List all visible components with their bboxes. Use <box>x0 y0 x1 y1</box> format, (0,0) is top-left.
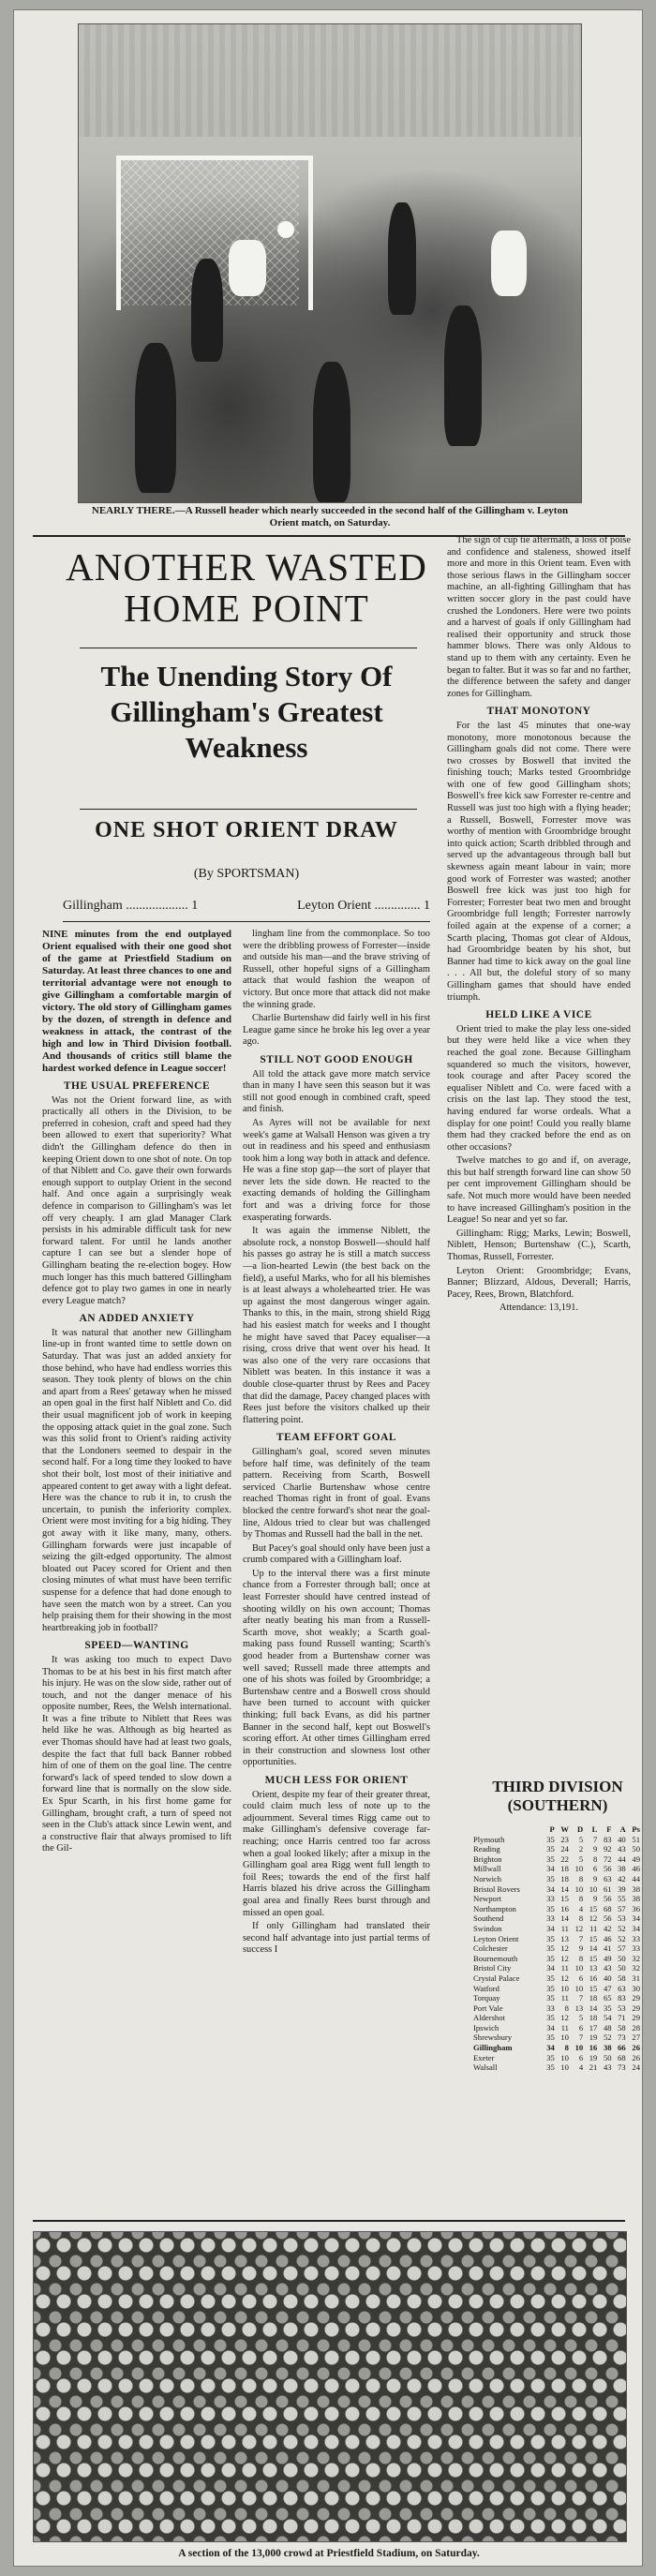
stat-cell: 29 <box>632 2003 640 2013</box>
team-name-cell: Millwall <box>473 1864 501 1874</box>
stat-cell: 52 <box>618 1923 626 1933</box>
stat-cell: 39 <box>618 1884 626 1894</box>
stat-cell: 22 <box>560 1854 569 1864</box>
stat-cell: 35 <box>546 1854 555 1864</box>
paragraph: It was asking too much to expect Davo Thomas to be at his best in his first match after his injury. He was on the slow side, rather out of touch, and not the danger menace of his opposite number, Rees, the Welsh international. It was a fine tribute to Niblett that Rees was held like he was. Although as big hearted as ever Thomas should have had at least two goals, despite the fact that full back Banner robbed him of one of them on the goal line. The centre forward's lack of speed tended to slow down a forward line that is normally on the slow side. Ex Spur Scarth, in his first home game for Gillingham, brought craft, a turn of speed not seen in the Club's attack since Lewin went, and a constructive flair that always promised to lift the Gil- <box>42 1654 231 1854</box>
player <box>491 231 527 296</box>
headline: ANOTHER WASTED HOME POINT <box>66 545 427 630</box>
section-heading: SPEED—WANTING <box>84 1640 189 1652</box>
stat-cell: 34 <box>546 2022 555 2033</box>
stat-cell: 11 <box>560 1993 569 2003</box>
paragraph: It was natural that another new Gillingham line-up in front wanted time to settle down on Saturday. That was just an added anxiety for those behind, who have had endless worries this season. They took plenty of blows on the chin and apart from a Rees' getaway when he missed an open goal in the first half Niblett and Co. did their usual magnificent job of work in keeping the opposing attack quiet in the goal zone. Such was this solid front to Orient's raiding activity that the Londoners seemed to despair in the second half. For a long time they looked to have shot their bolt, lost most of their initiative and appeared content to get away with a light defeat. Here was the chance to rub it in, to crush the uncertain, to punish the inferiority complex. Orient were most inviting for a big hiding. They got away with it like many, many, others. Gillingham forwards were just incapable of seizing the gilt-edged opportunity. The almost bloated out Pacey scored for Orient and then closing minutes of what must have been terrific suspense for a defence that had done enough to have seen the match won by a street. Can you help praising them for their showing in the most heartbreaking job in football? <box>42 1327 231 1633</box>
stat-cell: 14 <box>589 2003 598 2013</box>
section-heading: HELD LIKE A VICE <box>485 1009 592 1021</box>
table-row <box>473 1973 640 1984</box>
paragraph: Orient tried to make the play less one-sided but they were held like a vice when they reached the goal zone. Because Gillingham squandered so much the visitors, however, took courage and after Pacey scored the equaliser Niblett and Co. were faced with a crisis on the last lap. They stood the test, having endured far worse ordeals. What a display for one point! Could you really blame them had they cracked before the end as on other occasions? <box>447 1023 631 1153</box>
table-row <box>473 2043 640 2053</box>
stat-cell: 32 <box>632 1953 640 1963</box>
stat-cell: 35 <box>546 2013 555 2023</box>
paragraph: Was not the Orient forward line, as with practically all others in the Division, to be preferred in cohesion, craft and speed had they been allowed to exert that superiority? What didn't the Gillingham defence do then in keeping Orient down to one shot of note. On top of that Niblett and Co. gave their own forwards enough support to outplay Orient in the second half. And once again a surprisingly weak defence in comparison to Gillingham's was let off very cheaply. I am glad Manager Clark persists in his admirable difficult task for new forward talent. For until he lands another capture I can see but a slender hope of Gillingham beating the re-election bogey. How much longer has this much battered Gillingham defence got to play two games in one in nearly every League match? <box>42 1094 231 1306</box>
table-row <box>473 1894 640 1904</box>
score-line <box>63 899 430 914</box>
stat-cell: 15 <box>589 1933 598 1943</box>
paragraph: The sign of cup tie aftermath, a loss of poise and confidence and staleness, showed itself more and more in this Orient team. Even with those serious flaws in the Gillingham soccer machine, an all-fighting Gillingham that has written soccer glory in the past could have crushed the Londoners. Here were two points and a harvest of goals if only Gillingham had realised their opportunity and struck those hammer blows. There was only Aldous to stand up to them with any certainty. Even he began to falter. But it was so far and no farther, the difference between the safety and danger zones for Gillingham. <box>447 535 631 699</box>
team-name-cell: Reading <box>473 1844 500 1854</box>
table-row <box>473 2033 640 2043</box>
stat-cell: 65 <box>603 1993 612 2003</box>
team-name-cell: Southend <box>473 1913 504 1924</box>
stat-cell: 19 <box>589 2033 598 2043</box>
table-row <box>473 2023 640 2033</box>
stat-cell: 14 <box>589 1943 598 1954</box>
byline: (By SPORTSMAN) <box>193 867 300 881</box>
stat-cell: 71 <box>618 2013 626 2023</box>
table-row <box>473 1984 640 1994</box>
stat-cell: 2 <box>578 1844 584 1854</box>
player <box>313 362 350 502</box>
stat-cell: 10 <box>574 2043 584 2053</box>
stat-cell: 49 <box>603 1953 612 1963</box>
table-row <box>473 1904 640 1914</box>
stat-cell: 14 <box>560 1913 569 1924</box>
stat-cell: 10 <box>560 1983 569 1993</box>
divider <box>63 921 430 922</box>
paragraph: Twelve matches to go and if, on average, this but half strength forward line can show 50 per cent improvement Gillingham should be safe. Not much more would have been needed to have increased Gillingham's position in the League! So near and yet so far. <box>447 1155 631 1226</box>
stat-cell: 10 <box>574 1884 584 1894</box>
stat-cell: 6 <box>578 1973 584 1983</box>
stat-cell: 18 <box>560 1873 569 1884</box>
stat-cell: 11 <box>589 1923 598 1933</box>
stat-cell: 10 <box>589 1884 598 1894</box>
stat-cell: 4 <box>578 2062 584 2073</box>
team-name-cell: Port Vale <box>473 2003 503 2013</box>
stat-cell: 33 <box>632 1933 640 1943</box>
ball <box>277 221 294 238</box>
stat-cell: 16 <box>560 1903 569 1913</box>
section-heading: THAT MONOTONY <box>486 706 591 718</box>
table-row <box>473 1924 640 1934</box>
table-header-cell: Ps <box>632 1824 640 1834</box>
stat-cell: 35 <box>546 2052 555 2062</box>
stat-cell: 21 <box>589 2062 598 2073</box>
team-name-cell: Colchester <box>473 1943 508 1954</box>
stat-cell: 38 <box>618 1864 626 1874</box>
stat-cell: 57 <box>618 1943 626 1954</box>
paragraph: lingham line from the commonplace. So too were the dribbling prowess of Forrester—inside and outside his man—and the brave striving of Russell, other hopeful signs of a Gillingham attack that would fashion the weapon of victory. But once more that attack did not make the winning grade. <box>243 929 430 1010</box>
team-name-cell: Crystal Palace <box>473 1973 520 1983</box>
stat-cell: 11 <box>560 1963 569 1973</box>
section-heading: THE USUAL PREFERENCE <box>63 1080 211 1092</box>
team-name-cell: Gillingham <box>473 2043 513 2053</box>
newspaper-page <box>13 9 643 2567</box>
stat-cell: 43 <box>603 1963 612 1973</box>
photo-caption: NEARLY THERE.—A Russell header which nearly succeeded in the second half of the Gillingham v. Leyton Orient match, on Saturday. <box>91 505 569 529</box>
stat-cell: 47 <box>603 1983 612 1993</box>
stat-cell: 12 <box>589 1913 598 1924</box>
stat-cell: 27 <box>632 2033 640 2043</box>
photo-caption: A section of the 13,000 crowd at Priestfield Stadium, on Saturday. <box>178 2548 480 2559</box>
stat-cell: 35 <box>546 1973 555 1983</box>
stat-cell: 8 <box>578 1894 584 1904</box>
secondary-headline: ONE SHOT ORIENT DRAW <box>95 818 398 842</box>
stat-cell: 14 <box>560 1884 569 1894</box>
stat-cell: 17 <box>589 2022 598 2033</box>
stat-cell: 11 <box>560 2022 569 2033</box>
stat-cell: 35 <box>546 1983 555 1993</box>
team-name-cell: Watford <box>473 1983 499 1993</box>
stat-cell: 44 <box>618 1854 626 1864</box>
stat-cell: 34 <box>546 1884 555 1894</box>
stat-cell: 26 <box>632 2043 640 2053</box>
stat-cell: 43 <box>603 2062 612 2073</box>
stat-cell: 35 <box>546 1844 555 1854</box>
stat-cell: 10 <box>574 1864 584 1874</box>
stat-cell: 40 <box>603 1973 612 1983</box>
lead-paragraph: NINE minutes from the end outplayed Orient equalised with their one good shot of the game at Priestfield Stadium on Saturday. At least three chances to one and territorial advantage were not enough to give Gillingham a comfortable margin of victory. The old story of Gillingham games by the dozen, of strength in defence and weakness in attack, the contrast of the high and low in Third Division football. And thousands of critics still blame the hardest worked defence in League soccer! <box>42 929 231 1074</box>
table-header-row <box>473 1824 640 1835</box>
stat-cell: 53 <box>618 2003 626 2013</box>
team-name-cell: Ipswich <box>473 2022 499 2033</box>
stat-cell: 53 <box>618 1913 626 1924</box>
stat-cell: 58 <box>618 2022 626 2033</box>
stat-cell: 43 <box>618 1844 626 1854</box>
stat-cell: 6 <box>593 1864 598 1874</box>
stat-cell: 34 <box>546 1963 555 1973</box>
stat-cell: 16 <box>589 2043 598 2053</box>
stat-cell: 12 <box>560 1953 569 1963</box>
stat-cell: 33 <box>632 1943 640 1954</box>
paragraph: Up to the interval there was a first minute chance from a Forrester through ball; once at least Forrester should have centred instead of shooting wildly on his own account; Thomas after neatly beating his man from a Russell-Scarth move, shot weakly; a Scarth goal-making pass found Russell wanting; Scarth's good header from a Burtenshaw corner was well saved; Russell made three attempts and one of his shots was foiled by Groombridge; a Burtenshaw centre and a Boswell cross should have been turned to account with quicker thinking; full back Evans, as did his partner Banner in the second half, kept out Boswell's scoring effort. At other times Gillingham erred in their construction and slowness lost other opportunities. <box>243 1568 430 1768</box>
stat-cell: 15 <box>589 1953 598 1963</box>
stat-cell: 18 <box>589 2013 598 2023</box>
team-name-cell: Bournemouth <box>473 1953 518 1963</box>
crowd <box>34 2401 626 2457</box>
paragraph: It was again the immense Niblett, the absolute rock, a nonstop Boswell—should half his passes go astray he is still a match success—a lion-hearted Lewin (the best back on the field), a useful Marks, who for all his blemishes is at least always a wholehearted trier. He was up against the most dangerous winger again. Thanks to this, in the main, strong shield Rigg had his easiest match for weeks and I thought he might have saved that Pacey equaliser—a rising, cross drive that went over his head. It was also one of the very rare occasions that Niblett was beaten. In this instance it was a double close-quarter thrust by Rees and Pacey that did the damage, Pacey changed places with Rees just before the visitors chalked up their flattering point. <box>243 1226 430 1425</box>
stat-cell: 49 <box>632 1854 640 1864</box>
stat-cell: 15 <box>560 1894 569 1904</box>
table-row <box>473 1954 640 1964</box>
article-column-1 <box>42 929 231 2222</box>
table-row <box>473 1913 640 1924</box>
team-lineup: Leyton Orient: Groombridge; Evans, Banner; Blizzard, Aldous, Deverall; Harris, Pacey, Rees, Brown, Blatchford. <box>447 1265 631 1300</box>
stat-cell: 7 <box>593 1834 598 1844</box>
stat-cell: 50 <box>618 1953 626 1963</box>
table-header-cell <box>473 1824 541 1835</box>
stat-cell: 8 <box>578 1953 584 1963</box>
article-column-3 <box>447 535 631 1772</box>
stat-cell: 29 <box>632 2013 640 2023</box>
stat-cell: 68 <box>603 1903 612 1913</box>
stat-cell: 10 <box>574 1983 584 1993</box>
stat-cell: 35 <box>546 1953 555 1963</box>
stat-cell: 9 <box>593 1844 598 1854</box>
stat-cell: 50 <box>618 1963 626 1973</box>
table-row <box>473 1943 640 1954</box>
crowd <box>34 2345 626 2401</box>
table-row <box>473 1874 640 1884</box>
crowd <box>34 2288 626 2345</box>
stat-cell: 13 <box>589 1963 598 1973</box>
stat-cell: 33 <box>546 1894 555 1904</box>
stat-cell: 7 <box>578 1993 584 2003</box>
stat-cell: 9 <box>578 1943 584 1954</box>
stat-cell: 5 <box>578 1834 584 1844</box>
table-row <box>473 1993 640 2003</box>
table-header-cell: W <box>560 1824 569 1834</box>
stat-cell: 35 <box>546 1873 555 1884</box>
stat-cell: 5 <box>578 2013 584 2023</box>
section-heading: TEAM EFFORT GOAL <box>276 1432 397 1444</box>
stat-cell: 66 <box>618 2043 626 2053</box>
table-header-cell: L <box>591 1824 598 1834</box>
stat-cell: 10 <box>560 2052 569 2062</box>
paragraph: If only Gillingham had translated their second half advantage into just partial terms of success I <box>243 1921 430 1956</box>
stat-cell: 29 <box>632 1993 640 2003</box>
table-header-cell: A <box>619 1824 626 1834</box>
table-row <box>473 2013 640 2023</box>
table-row <box>473 1844 640 1854</box>
table-row <box>473 1884 640 1895</box>
paragraph: Charlie Burtenshaw did fairly well in his first League game since he broke his leg over a year ago. <box>243 1013 430 1048</box>
stat-cell: 40 <box>618 1834 626 1844</box>
stat-cell: 44 <box>632 1873 640 1884</box>
stat-cell: 52 <box>618 1933 626 1943</box>
stat-cell: 38 <box>632 1894 640 1904</box>
stat-cell: 73 <box>618 2033 626 2043</box>
stat-cell: 68 <box>618 2052 626 2062</box>
attendance: Attendance: 13,191. <box>499 1303 578 1314</box>
player <box>388 202 416 315</box>
paragraph: As Ayres will not be available for next week's game at Walsall Henson was given a try out in readiness and his speed and enthusiasm took him a long way both in attack and defence. He was a fine stop gap—the sort of player that never lets the side down. He reacted to the exacting demands of holding the Gillingham fort and was a driving force for those exasperating forwards. <box>243 1117 430 1223</box>
stat-cell: 35 <box>546 1993 555 2003</box>
team-name-cell: Swindon <box>473 1923 502 1933</box>
stat-cell: 9 <box>593 1873 598 1884</box>
team-name-cell: Torquay <box>473 1993 500 2003</box>
stat-cell: 34 <box>632 1923 640 1933</box>
team-name-cell: Leyton Orient <box>473 1933 519 1943</box>
player <box>444 305 482 446</box>
stat-cell: 38 <box>603 2043 612 2053</box>
stat-cell: 57 <box>618 1903 626 1913</box>
stat-cell: 6 <box>578 2052 584 2062</box>
table-row <box>473 1835 640 1845</box>
team-name-cell: Northampton <box>473 1903 516 1913</box>
paragraph: For the last 45 minutes that one-way monotony, more monotonous because the Gillingham goals did not come. There were two crosses by Boswell that invited the finishing touch; Marks tested Groombridge with one of few good Gillingham shots; Boswell's free kick saw Forrester re-centre and Russell was just too high with a flying header; a Russell, Boswell, Forrester move was worthy of mention with Groombridge brought into quick action; Scarth dribbled through and served up the advantageous through ball but skewness again meant labour in vain; more good work of Forrester was wasted; another Boswell free kick was just too high for Forrester; Forrester beat two men and brought Groombridge full length; Forrester narrowly foiled again at the expense of a corner; a Scarth placing, Thomas got clear of Aldous, had Groombridge beaten by his shot, but Banner had time to kick away on the goal line . . . All but, the doleful story of so many Gillingham games that should have ended triumph. <box>447 720 631 1003</box>
team-name-cell: Brighton <box>473 1854 502 1864</box>
stat-cell: 8 <box>564 2003 569 2013</box>
stat-cell: 73 <box>618 2062 626 2073</box>
stat-cell: 35 <box>546 1943 555 1954</box>
stat-cell: 4 <box>578 1903 584 1913</box>
crowd <box>34 2513 626 2542</box>
team-name-cell: Plymouth <box>473 1834 505 1844</box>
stat-cell: 51 <box>632 1834 640 1844</box>
team-name-cell: Shrewsbury <box>473 2033 513 2043</box>
match-photo <box>78 23 582 503</box>
league-table-title: THIRD DIVISION (SOUTHERN) <box>492 1778 623 1814</box>
stat-cell: 46 <box>603 1933 612 1943</box>
table-row <box>473 1864 640 1874</box>
stat-cell: 5 <box>578 1854 584 1864</box>
stat-cell: 13 <box>574 2003 584 2013</box>
stat-cell: 12 <box>560 1973 569 1983</box>
stat-cell: 34 <box>632 1913 640 1924</box>
stat-cell: 54 <box>603 2013 612 2023</box>
stat-cell: 83 <box>603 1834 612 1844</box>
table-row <box>473 1854 640 1865</box>
stat-cell: 33 <box>546 1913 555 1924</box>
stat-cell: 12 <box>560 2013 569 2023</box>
stat-cell: 63 <box>603 1873 612 1884</box>
stat-cell: 50 <box>632 1844 640 1854</box>
stat-cell: 15 <box>589 1903 598 1913</box>
player <box>229 240 266 296</box>
stat-cell: 18 <box>560 1864 569 1874</box>
stat-cell: 24 <box>560 1844 569 1854</box>
stat-cell: 10 <box>560 2033 569 2043</box>
stat-cell: 31 <box>632 1973 640 1983</box>
table-header-cell: P <box>549 1824 555 1834</box>
stat-cell: 9 <box>593 1894 598 1904</box>
stat-cell: 8 <box>578 1913 584 1924</box>
stat-cell: 6 <box>578 2022 584 2033</box>
stat-cell: 35 <box>546 1903 555 1913</box>
stat-cell: 30 <box>632 1983 640 1993</box>
stat-cell: 8 <box>564 2043 569 2053</box>
crowd <box>34 2457 626 2513</box>
league-table <box>473 1824 640 2073</box>
stat-cell: 13 <box>560 1933 569 1943</box>
stat-cell: 56 <box>603 1894 612 1904</box>
stat-cell: 28 <box>632 2022 640 2033</box>
team-name-cell: Bristol Rovers <box>473 1884 520 1894</box>
stat-cell: 42 <box>603 1923 612 1933</box>
table-row <box>473 2062 640 2073</box>
stat-cell: 34 <box>546 1864 555 1874</box>
stat-cell: 15 <box>589 1983 598 1993</box>
stat-cell: 58 <box>618 1973 626 1983</box>
stat-cell: 36 <box>632 1903 640 1913</box>
team-name-cell: Bristol City <box>473 1963 512 1973</box>
stat-cell: 8 <box>578 1873 584 1884</box>
stat-cell: 63 <box>618 1983 626 1993</box>
section-heading: STILL NOT GOOD ENOUGH <box>260 1053 413 1065</box>
stat-cell: 56 <box>603 1913 612 1924</box>
stat-cell: 23 <box>560 1834 569 1844</box>
stat-cell: 83 <box>618 1993 626 2003</box>
paragraph: But Pacey's goal should only have been just a crumb compared with a Gillingham loaf. <box>243 1542 430 1566</box>
stat-cell: 7 <box>578 1933 584 1943</box>
crowd-photo <box>33 2231 627 2542</box>
section-heading: AN ADDED ANXIETY <box>79 1313 195 1325</box>
table-row <box>473 2003 640 2014</box>
stat-cell: 35 <box>546 2033 555 2043</box>
stat-cell: 10 <box>560 2062 569 2073</box>
table-row <box>473 2053 640 2063</box>
grandstand <box>79 24 581 137</box>
team-name-cell: Norwich <box>473 1873 502 1884</box>
section-heading: MUCH LESS FOR ORIENT <box>264 1774 409 1786</box>
paragraph: Orient, despite my fear of their greater threat, could claim much less of note up to the adjournment. Several times Rigg came out to make Gillingham's defensive coverage far-reaching; once Harris centred too far across when a goal looked likely; after a mixup in the Gillingham goal area Rigg went full length to foil Rees; towards the end of the first half Harris blazed his drive across the Gillingham goal area and finally Rees burst through and missed an open goal. <box>243 1789 430 1918</box>
team-name-cell: Aldershot <box>473 2013 505 2023</box>
table-row <box>473 1934 640 1944</box>
stat-cell: 55 <box>618 1894 626 1904</box>
away-team: Leyton Orient .............. 1 <box>297 899 430 913</box>
stat-cell: 41 <box>603 1943 612 1954</box>
stat-cell: 12 <box>560 1943 569 1954</box>
stat-cell: 12 <box>574 1923 584 1933</box>
stat-cell: 35 <box>546 1933 555 1943</box>
stat-cell: 42 <box>618 1873 626 1884</box>
stat-cell: 32 <box>632 1963 640 1973</box>
stat-cell: 33 <box>546 2003 555 2013</box>
stat-cell: 92 <box>603 1844 612 1854</box>
stat-cell: 11 <box>560 1923 569 1933</box>
table-header-cell: D <box>576 1824 584 1834</box>
stat-cell: 7 <box>578 2033 584 2043</box>
player <box>135 343 176 493</box>
paragraph: All told the attack gave more match service than in many I have seen this season but it was still not good enough in combined craft, speed and finish. <box>243 1068 430 1115</box>
home-team: Gillingham ................... 1 <box>63 899 199 913</box>
stat-cell: 19 <box>589 2052 598 2062</box>
team-lineup: Gillingham: Rigg; Marks, Lewin; Boswell, Niblett, Henson; Burtenshaw (C.), Scarth, Thomas, Russell, Forrester. <box>447 1228 631 1263</box>
team-name-cell: Exeter <box>473 2052 495 2062</box>
stat-cell: 34 <box>546 2043 555 2053</box>
divider <box>80 809 417 810</box>
stat-cell: 26 <box>632 2052 640 2062</box>
stat-cell: 72 <box>603 1854 612 1864</box>
stat-cell: 52 <box>603 2033 612 2043</box>
stat-cell: 10 <box>574 1963 584 1973</box>
table-row <box>473 1963 640 1973</box>
stat-cell: 8 <box>593 1854 598 1864</box>
paragraph: Gillingham's goal, scored seven minutes before half time, was definitely of the team pattern. Receiving from Scarth, Boswell serviced Charlie Burtenshaw whose centre reached Thomas right in front of goal. Evans blocked the centre forward's shot near the goal-line, Aldous tried to clear but was challenged by Thomas and Russell had the ball in the net. <box>243 1446 430 1541</box>
stat-cell: 18 <box>589 1993 598 2003</box>
stat-cell: 35 <box>546 1834 555 1844</box>
stat-cell: 35 <box>546 2062 555 2073</box>
divider <box>33 2220 625 2222</box>
crowd <box>34 2232 626 2288</box>
stat-cell: 24 <box>632 2062 640 2073</box>
stat-cell: 34 <box>546 1923 555 1933</box>
subheadline: The Unending Story Of Gillingham's Greatest Weakness <box>100 660 393 764</box>
stat-cell: 61 <box>603 1884 612 1894</box>
team-name-cell: Newport <box>473 1894 502 1904</box>
article-column-2 <box>243 929 430 2222</box>
stat-cell: 46 <box>632 1864 640 1874</box>
stat-cell: 16 <box>589 1973 598 1983</box>
stat-cell: 48 <box>603 2022 612 2033</box>
player <box>191 259 223 362</box>
stat-cell: 50 <box>603 2052 612 2062</box>
team-name-cell: Walsall <box>473 2062 498 2073</box>
table-header-cell: F <box>606 1824 612 1834</box>
stat-cell: 35 <box>603 2003 612 2013</box>
stat-cell: 38 <box>632 1884 640 1894</box>
stat-cell: 56 <box>603 1864 612 1874</box>
